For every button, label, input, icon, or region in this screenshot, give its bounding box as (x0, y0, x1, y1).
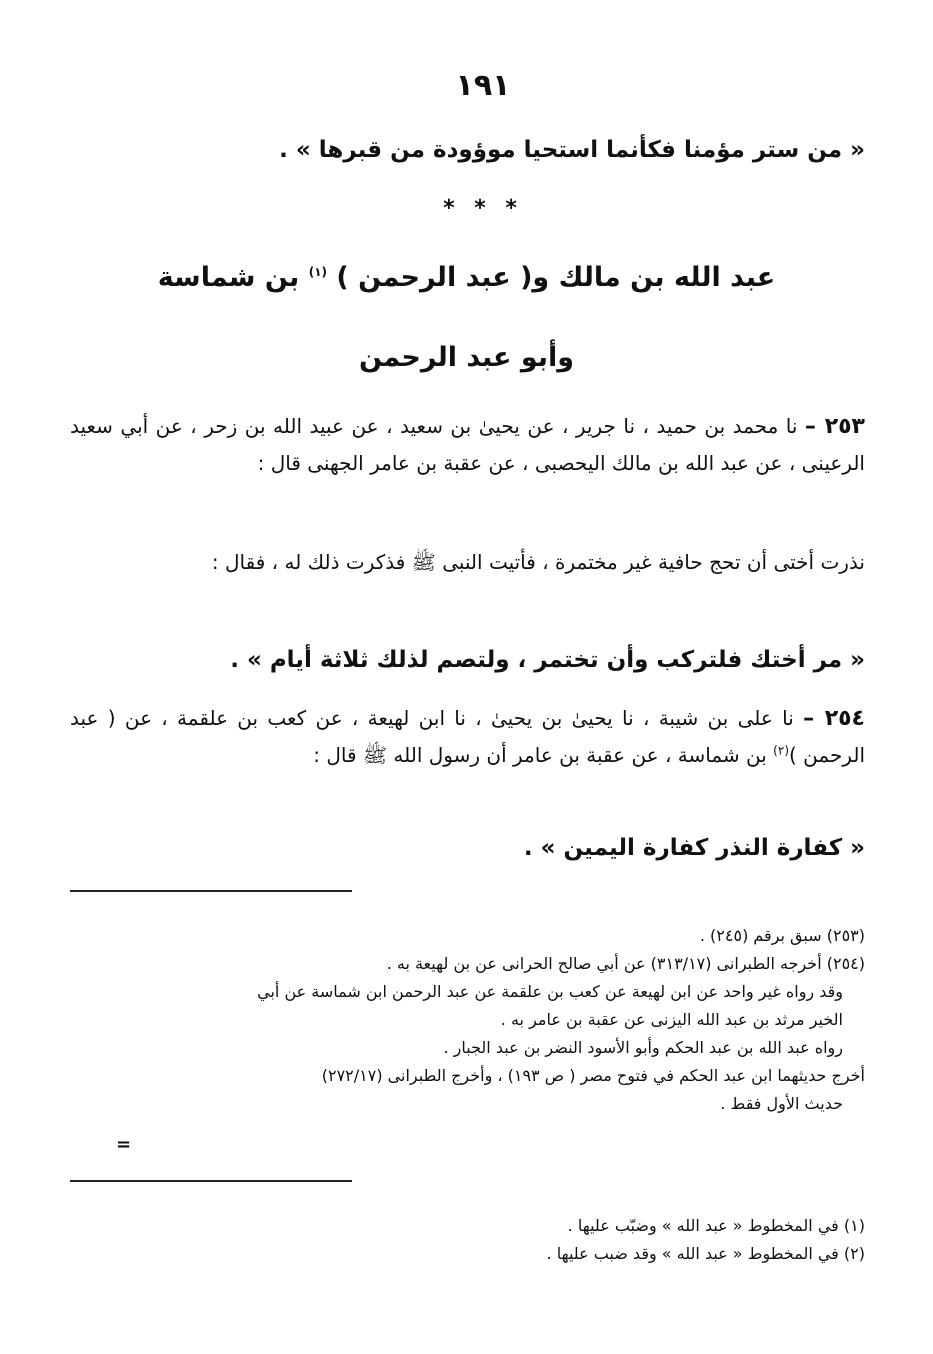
section-title-line2: وأبو عبد الرحمن (358, 342, 574, 373)
hadith-254-isnad (70, 700, 865, 773)
section-separator: * * * (443, 196, 523, 221)
hadith-254-number: ٢٥٤ – (803, 706, 865, 731)
footnote-ref-2: (٢) (773, 743, 789, 758)
takhrij-line-254: (٢٥٤) أخرجه الطبرانى (٣١٣/١٧) عن أبي صالح الحرانى عن بن لهيعة به . (386, 954, 865, 973)
hadith-253-number: ٢٥٣ – (804, 414, 865, 439)
page-number: ١٩١ (455, 68, 511, 103)
hadith-254-isnad-text-b: بن شماسة ، عن عقبة بن عامر أن رسول الله ﷺ قال : (313, 743, 774, 767)
footnote-divider-2 (70, 1180, 352, 1182)
section-title-part-a: عبد الله بن مالك و( عبد الرحمن ) (327, 262, 776, 293)
hadith-253-quote: « مر أختك فلتركب وأن تختمر ، ولتصم لذلك ثلاثة أيام » . (230, 647, 865, 673)
takhrij-line-6: أخرج حديثهما ابن عبد الحكم في فتوح مصر ( ص ١٩٣) ، وأخرج الطبرانى (٢٧٢/١٧) (321, 1066, 865, 1085)
hadith-254-quote: « كفارة النذر كفارة اليمين » . (523, 835, 865, 861)
takhrij-line-4: الخير مرثد بن عبد الله اليزنى عن عقبة بن عامر به . (500, 1010, 843, 1029)
hadith-254-isnad-text-a: نا على بن شيبة ، نا يحيىٰ بن يحيىٰ ، نا ابن لهيعة ، عن كعب بن علقمة ، عن ( عبد الرحمن ) (70, 706, 865, 767)
hadith-253-narration: نذرت أختى أن تحج حافية غير مختمرة ، فأتيت النبى ﷺ فذكرت ذلك له ، فقال : (211, 550, 865, 574)
continuation-mark: = (116, 1134, 132, 1155)
footnote-ref-1: (١) (308, 265, 328, 279)
manuscript-footnotes (70, 1212, 865, 1268)
takhrij-line-3: وقد رواه غير واحد عن ابن لهيعة عن كعب بن علقمة عن عبد الرحمن ابن شماسة عن أبي (257, 982, 843, 1001)
takhrij-line-7: حديث الأول فقط . (720, 1094, 843, 1113)
manuscript-note-1: (١) في المخطوط « عبد الله » وضبّب عليها . (567, 1216, 865, 1235)
top-quote: « من ستر مؤمنا فكأنما استحيا موؤودة من قبرها » . (279, 137, 865, 163)
takhrij-footnotes (70, 922, 865, 1118)
manuscript-note-2: (٢) في المخطوط « عبد الله » وقد ضبب عليها . (546, 1244, 865, 1263)
takhrij-line-253: (٢٥٣) سبق برقم (٢٤٥) . (699, 926, 865, 945)
footnote-divider-1 (70, 890, 352, 892)
takhrij-line-5: رواه عبد الله بن عبد الحكم وأبو الأسود النضر بن عبد الجبار . (443, 1038, 843, 1057)
hadith-253-isnad-text: نا محمد بن حميد ، نا جرير ، عن يحيىٰ بن سعيد ، عن عبيد الله بن زحر ، عن أبي سعيد الرعينى ، عن عبد الله بن مالك اليحصبى ، عن عقبة بن عامر الجهنى قال : (70, 414, 865, 475)
section-title-part-b: بن شماسة (157, 262, 309, 293)
section-title-line1 (68, 256, 865, 300)
hadith-253-isnad (70, 408, 865, 481)
